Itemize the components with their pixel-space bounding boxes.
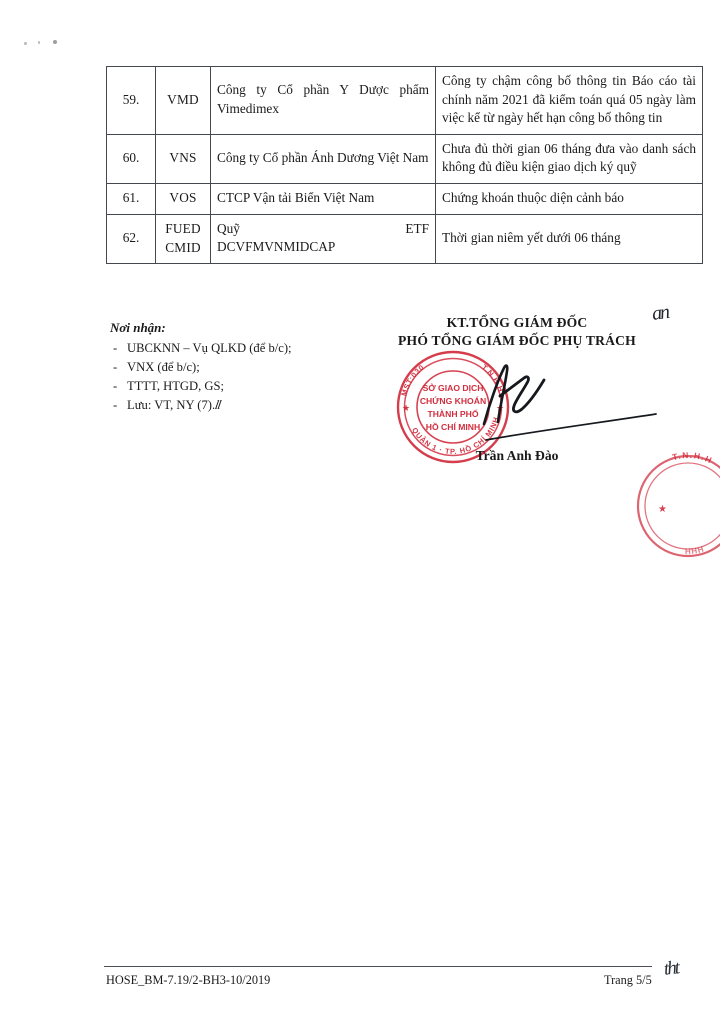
- row-company-name: Công ty Cổ phần Ánh Dương Việt Nam: [211, 134, 436, 183]
- row-ticker-code: VOS: [156, 184, 211, 215]
- footer-form-code: HOSE_BM-7.19/2-BH3-10/2019: [106, 973, 271, 987]
- fund-name-line-2: DCVFMVNMIDCAP: [217, 239, 336, 255]
- list-item: - VNX (để b/c);: [110, 358, 360, 377]
- svg-text:CHỨNG KHOÁN: CHỨNG KHOÁN: [419, 396, 487, 406]
- list-item-label: Lưu: VT, NY (7).: [127, 398, 216, 413]
- row-company-name: CTCP Vận tải Biển Việt Nam: [211, 184, 436, 215]
- row-company-name: Công ty Cổ phần Y Dược phẩm Vimedimex: [211, 67, 436, 135]
- svg-text:THÀNH PHỐ: THÀNH PHỐ: [427, 409, 479, 419]
- svg-text:★: ★: [496, 403, 505, 413]
- row-reason: Chứng khoán thuộc diện cảnh báo: [436, 184, 703, 215]
- scan-speck-icon: [38, 41, 40, 44]
- svg-text:HỒ CHÍ MINH: HỒ CHÍ MINH: [425, 422, 481, 432]
- securities-table: [106, 66, 703, 264]
- row-ticker-code: [156, 214, 211, 264]
- fund-name-line-1: [217, 220, 429, 239]
- recipients-block: [110, 318, 360, 415]
- row-reason: Công ty chậm công bố thông tin Báo cáo tài chính năm 2021 đã kiểm toán quá 05 ngày làm việc kể từ ngày hết hạn công bố thông tin: [436, 67, 703, 135]
- scan-speck-icon: [53, 40, 57, 44]
- signature-title-block: [378, 314, 656, 351]
- securities-table-wrapper: [106, 66, 696, 264]
- handwritten-signature-icon: [470, 352, 660, 452]
- svg-text:QUẬN 1 · TP. HỒ CHÍ MINH: QUẬN 1 · TP. HỒ CHÍ MINH: [410, 415, 501, 457]
- recipients-title: Nơi nhận:: [110, 320, 166, 335]
- table-row: [107, 214, 703, 264]
- signer-name: Trần Anh Đào: [475, 448, 559, 463]
- svg-text:HHH: HHH: [684, 544, 706, 557]
- handwritten-footer-mark-icon: tht: [662, 957, 680, 980]
- svg-text:MST:030: MST:030: [399, 362, 427, 398]
- ticker-code-line-1: FUED: [165, 220, 201, 236]
- svg-text:★: ★: [402, 403, 411, 413]
- ticker-code-line-2: CMID: [165, 239, 201, 255]
- row-reason: Chưa đủ thời gian 06 tháng đưa vào danh sách không đủ điều kiện giao dịch ký quỹ: [436, 134, 703, 183]
- svg-text:T.N.H.H: T.N.H.H: [671, 452, 715, 466]
- table-row: [107, 134, 703, 183]
- footer-divider: [104, 966, 652, 967]
- signature-title-line-2: PHÓ TỔNG GIÁM ĐỐC PHỤ TRÁCH: [398, 333, 636, 349]
- scan-speck-icon: [24, 42, 27, 45]
- row-fund-name: [211, 214, 436, 264]
- fund-name-suffix: ETF: [405, 220, 429, 236]
- svg-text:SỞ GIAO DỊCH: SỞ GIAO DỊCH: [422, 383, 484, 393]
- table-row: [107, 184, 703, 215]
- svg-text:★: ★: [658, 504, 667, 515]
- list-item: - UBCKNN – Vụ QLKD (để b/c);: [110, 339, 360, 358]
- row-ticker-code: VNS: [156, 134, 211, 183]
- row-ticker-code: VMD: [156, 67, 211, 135]
- handwritten-mark-icon: an: [650, 300, 670, 326]
- list-item: [110, 396, 360, 415]
- row-number: 59.: [107, 67, 156, 135]
- list-item: - TTTT, HTGD, GS;: [110, 377, 360, 396]
- partial-edge-seal-icon: [634, 452, 720, 560]
- svg-text:T.N.H.H: T.N.H.H: [479, 362, 506, 394]
- handwritten-initials: ll: [213, 398, 222, 413]
- row-reason: Thời gian niêm yết dưới 06 tháng: [436, 214, 703, 264]
- fund-name-prefix: Quỹ: [217, 220, 240, 236]
- table-row: [107, 67, 703, 135]
- row-number: 62.: [107, 214, 156, 264]
- recipients-list: [110, 339, 360, 416]
- row-number: 60.: [107, 134, 156, 183]
- footer-page-number: Trang 5/5: [604, 973, 652, 987]
- signature-title-line-1: KT.TỔNG GIÁM ĐỐC: [446, 315, 588, 330]
- row-number: 61.: [107, 184, 156, 215]
